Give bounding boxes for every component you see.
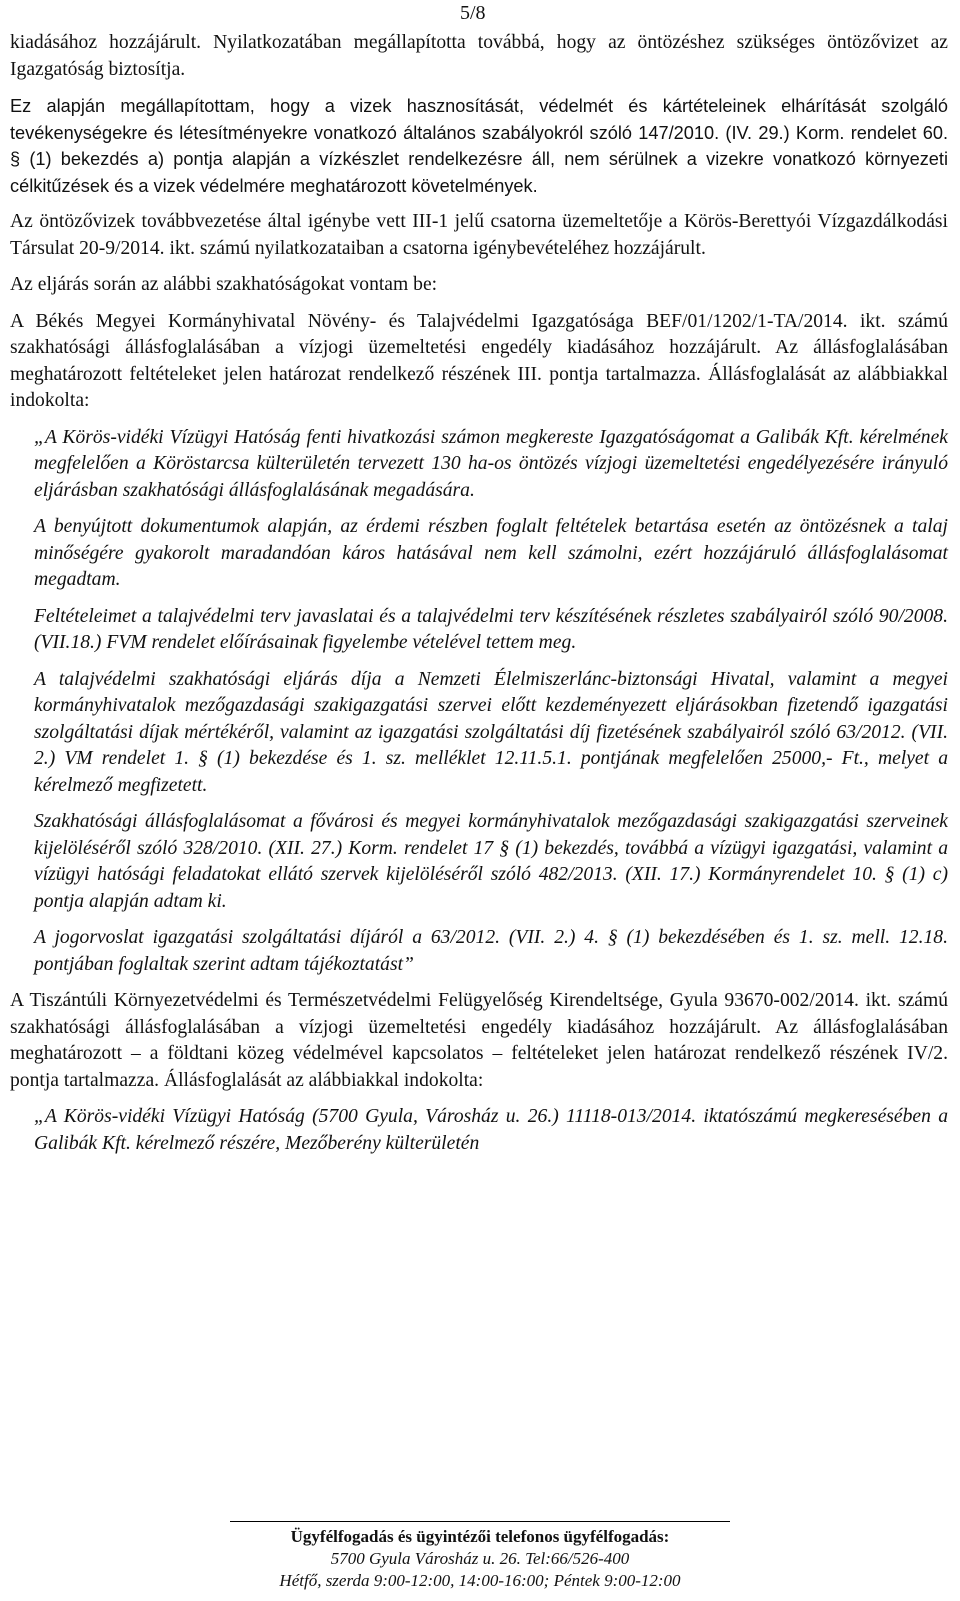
- paragraph: A Békés Megyei Kormányhivatal Növény- és Talajvédelmi Igazgatósága BEF/01/1202/1-TA/2014. ikt. számú szakhatósági állásfoglalásában a vízjogi üzemeltetési engedély kiadásához hozzájárult. Az állásfoglalásában meghatározott feltételeket jelen határozat rendelkező részének III. pontja tartalmazza. Állásfoglalását az alábbiakkal indokolta:: [10, 310, 948, 411]
- quoted-paragraph: Szakhatósági állásfoglalásomat a fővárosi és megyei kormányhivatalok mezőgazdasági szakigazgatási szerveinek kijelöléséről szóló 328/2010. (XII. 27.) Korm. rendelet 17 § (1) bekezdés, továbbá a vízügyi igazgatási, valamint a vízügyi hatósági feladatokat ellátó szervek kijelöléséről szóló 482/2013. (XII. 17.) Kormányrendelet 10. § (1) c) pontja alapján adtam ki.: [34, 811, 948, 912]
- page-number: 5/8: [460, 2, 486, 24]
- footer-title: Ügyfélfogadás és ügyintézői telefonos ügyfélfogadás:: [290, 1527, 670, 1546]
- quoted-paragraph: „A Körös-vidéki Vízügyi Hatóság (5700 Gyula, Városház u. 26.) 11118-013/2014. iktatószámú megkeresésében a Galibák Kft. kérelmező részére, Mezőberény külterületén: [34, 1106, 948, 1154]
- quoted-paragraph: A benyújtott dokumentumok alapján, az érdemi részben foglalt feltételek betartása esetén az öntözésnek a talaj minőségére gyakorolt maradandóan káros hatásával nem kell számolni, ezért hozzájáruló állásfoglalásomat megadtam.: [34, 516, 948, 590]
- quoted-paragraph: A jogorvoslat igazgatási szolgáltatási díjáról a 63/2012. (VII. 2.) 4. § (1) bekezdésében és 1. sz. mell. 12.18. pontjában foglaltak szerint adtam tájékoztatást”: [34, 927, 948, 975]
- quoted-paragraph: A talajvédelmi szakhatósági eljárás díja a Nemzeti Élelmiszerlánc-biztonsági Hivatal, valamint a megyei kormányhivatalok mezőgazdasági szakigazgatási szervei előtt kezdeményezett eljárásokban fizetendő igazgatási szolgáltatási díjak mértékéről, valamint az igazgatási szolgáltatási díj fizetésének szabályairól szóló 63/2012. (VII. 2.) VM rendelet 1. § (1) bekezdése és 1. sz. melléklet 12.11.5.1. pontjának megfelelően 25000,- Ft., melyet a kérelmező megfizetett.: [34, 668, 948, 796]
- footer-address: 5700 Gyula Városház u. 26. Tel:66/526-400: [330, 1549, 630, 1568]
- paragraph: Az eljárás során az alábbi szakhatóságokat vontam be:: [10, 274, 438, 295]
- page-footer: [230, 1521, 730, 1592]
- document-body: [10, 30, 948, 1167]
- paragraph: Ez alapján megállapítottam, hogy a vizek hasznosítását, védelmét és kártételeinek elhárítását szolgáló tevékenységekre és létesítményekre vonatkozó általános szabályokról szóló 147/2010. (IV. 29.) Korm. rendelet 60. § (1) bekezdés a) pontja alapján a vízkészlet rendelkezésre áll, nem sérülnek a vizekre vonatkozó környezeti célkitűzések és a vizek védelmére meghatározott követelmények.: [10, 96, 948, 196]
- quoted-paragraph: Feltételeimet a talajvédelmi terv javaslatai és a talajvédelmi terv készítésének részletes szabályairól szóló 90/2008. (VII.18.) FVM rendelet előírásainak figyelembe vételével tettem meg.: [34, 605, 948, 653]
- paragraph: A Tiszántúli Környezetvédelmi és Természetvédelmi Felügyelőség Kirendeltsége, Gyula 93670-002/2014. ikt. számú szakhatósági állásfoglalásában a vízjogi üzemeltetési engedély kiadásához hozzájárult. Az állásfoglalásában meghatározott – a földtani közeg védelmével kapcsolatos – feltételeket jelen határozat rendelkező részének IV/2. pontja tartalmazza. Állásfoglalását az alábbiakkal indokolta:: [10, 990, 948, 1091]
- footer-hours: Hétfő, szerda 9:00-12:00, 14:00-16:00; Péntek 9:00-12:00: [279, 1571, 681, 1590]
- paragraph: Az öntözővizek továbbvezetése által igénybe vett III-1 jelű csatorna üzemeltetője a Körös-Berettyói Vízgazdálkodási Társulat 20-9/2014. ikt. számú nyilatkozataiban a csatorna igénybevételéhez hozzájárult.: [10, 211, 948, 259]
- quoted-paragraph: „A Körös-vidéki Vízügyi Hatóság fenti hivatkozási számon megkereste Igazgatóságomat a Galibák Kft. kérelmének megfelelően a Köröstarcsa külterületén tervezett 130 ha-os öntözés vízjogi üzemeltetési engedélyezésére irányuló eljárásban szakhatósági állásfoglalásának megadására.: [34, 426, 948, 501]
- paragraph: kiadásához hozzájárult. Nyilatkozatában megállapította továbbá, hogy az öntözéshez szükséges öntözővizet az Igazgatóság biztosítja.: [10, 32, 948, 80]
